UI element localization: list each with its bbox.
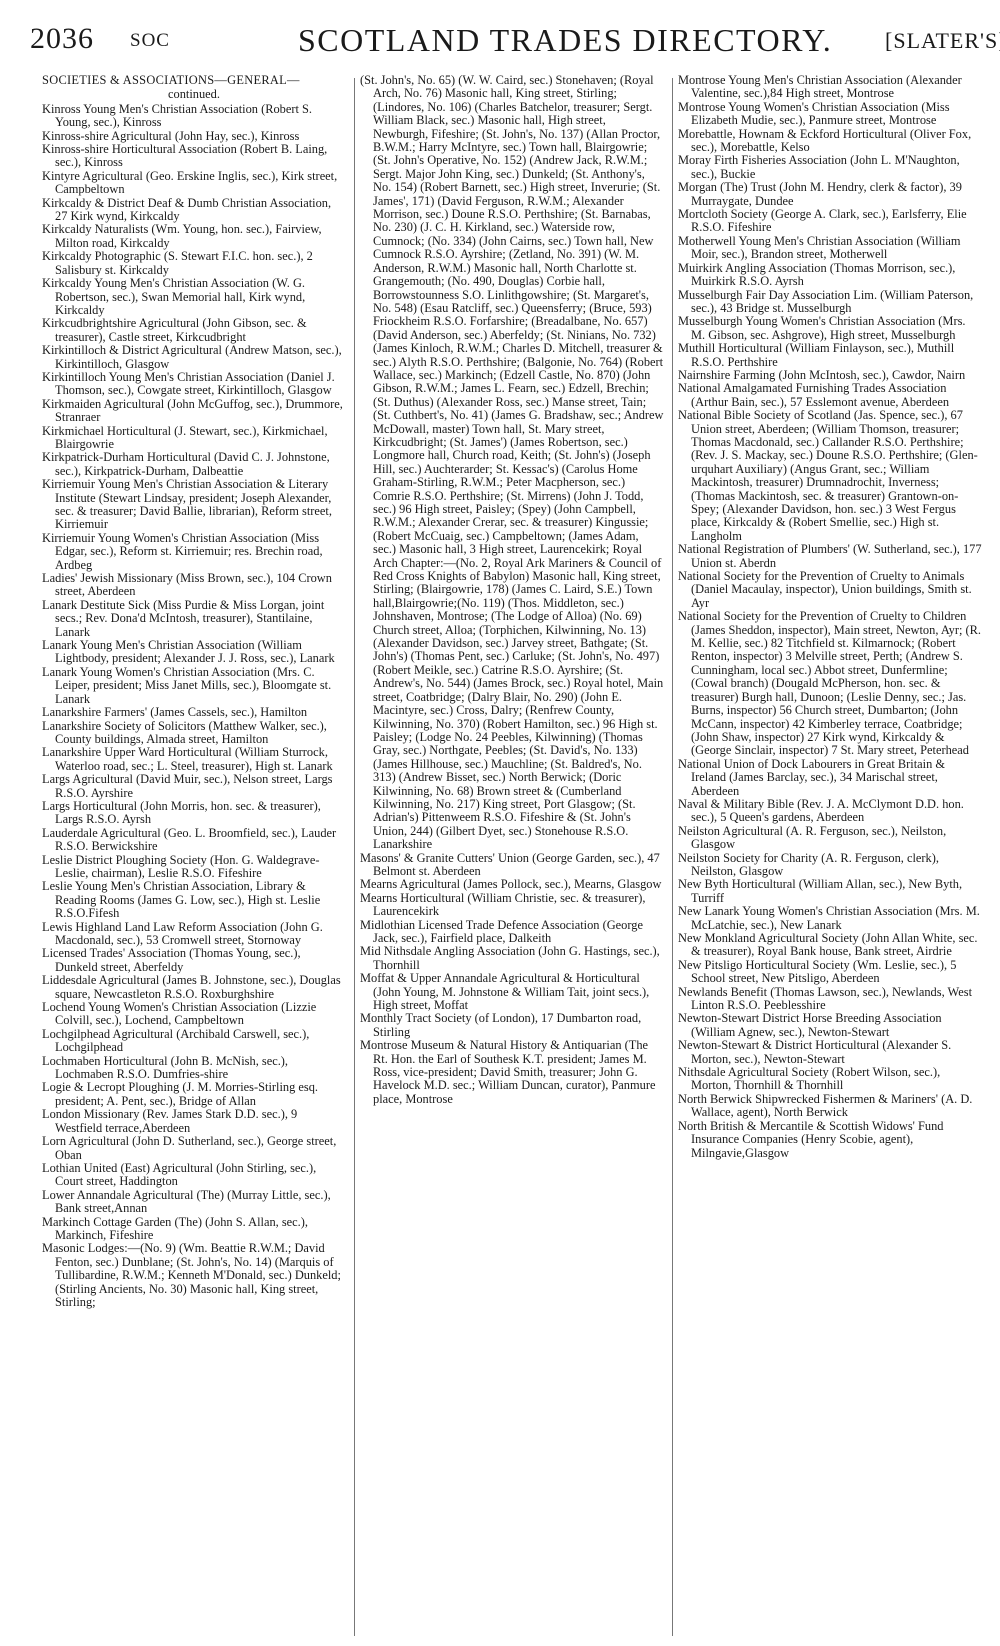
directory-entry: Liddesdale Agricultural (James B. Johnstone, sec.), Douglas square, Newcastleton R.S.O. Roxburghshire — [42, 973, 341, 1001]
directory-entry: Neilston Agricultural (A. R. Ferguson, sec.), Neilston, Glasgow — [678, 823, 947, 852]
directory-entry: Musselburgh Young Women's Christian Association (Mrs. M. Gibson, sec. Ashgrove), High street, Musselburgh — [678, 314, 966, 342]
directory-entry-masonic-cont: (St. John's, No. 65) (W. W. Caird, sec.) Stonehaven; (Royal Arch, No. 76) Masonic hall, King street, Stirling; (Lindores, No. 106) (Charles Batchelor, treasurer; Sergt. William Black, sec.) Masonic hall, High street, Newburgh, Fifeshire; (St. John's, No. 137) (Allan Proctor, B.W.M.; Harry McIntyre, sec.) Town hall, Blairgowrie; (St. John's Operative, No. 152) (Andrew Jack, R.W.M.; Sergt. Major John King, sec.) Dunkeld; (St. Anthony's, No. 154) (Robert Barnett, sec.) High street, Inverurie; (St. James', 171) (David Ferguson, R.W.M.; Alexander Morrison, sec.) Doune R.S.O. Perthshire; (St. Barnabas, No. 230) (J. C. H. Kirkland, sec.) Waterside row, Cumnock; (No. 334) (John Cairns, sec.) Town hall, New Cumnock R.S.O. Ayrshire; (Zetland, No. 391) (W. M. Anderson, R.W.M.) Masonic hall, North Charlotte st. Grangemouth; (No. 490, Douglas) Corbie hall, Borrowstounness S.O. Linlithgowshire; (St. Margaret's, No. 548) (Esau Ratcliff, sec.) Queensferry; (Bruce, 593) Friockheim R.S.O. Forfarshire; (Breadalbane, No. 657) (David Anderson, sec.) Aberfeldy; (St. Ninians, No. 732) (James Kinloch, R.W.M.; Charles D. Mitchell, treasurer & sec.) Alyth R.S.O. Perthshire; (Balgonie, No. 764) (Robert Wallace, sec.) Markinch; (Edzell Castle, No. 870) (John Gibson, R.W.M.; James L. Fearn, sec.) Edzell, Brechin; (St. Duthus) (Alexander Ross, sec.) Manse street, Tain; (St. Cuthbert's, No. 41) (James G. Bradshaw, sec.; Andrew McDowall, master) Town hall, St. Mary street, Kirkcudbright; (St. James') (James Robertson, sec.) Longmore hall, Church road, Keith; (St. John's) (Joseph Hill, sec.) Auchterarder; St. Kessac's) (Carolus Home Graham-Stirling, R.W.M.; Peter Macpherson, sec.) Comrie R.S.O. Perthshire; (St. Mirrens) (John J. Todd, sec.) 96 High street, Paisley; (Spey) (John Campbell, R.W.M.; Alexander Crerar, sec. & treasurer) Kingussie; (Robert McCuaig, sec.) Campbeltown; (James Adam, sec.) Masonic hall, 3 High street, Laurencekirk; Royal Arch Chapter:—(No. 2, Royal Ark Mariners & Council of Red Cross Knights of Babylon) Masonic hall, King street, Stirling; (Blairgowrie, 178) (James C. Laird, S.E.) Town hall,Blairgowrie;(No. 119) (Thos. Middleton, sec.) Johnshaven, Montrose; (The Lodge of Alloa) (No. 69) Church street, Alloa; (Torphichen, Kilwinning, No. 13) (Alexander Davidson, sec.) Jarvey street, Bathgate; (St. John's) (Thomas Pent, sec.) Carluke; (St. John's, No. 497) (Robert Meikle, sec.) Catrine R.S.O. Ayrshire; (St. Andrew's, No. 544) (James Brock, sec.) Royal hotel, Main street, Coatbridge; (Dalry Blair, No. 290) (John E. Macintyre, sec.) Cross, Dalry; (Renfrew County, Kilwinning, No. 370) (Robert Hamilton, sec.) 96 High st. Paisley; (Lodge No. 24 Peebles, Kilwinning) (Thomas Gray, sec.) Northgate, Peebles; (St. David's, No. 133) (James Hillhouse, sec.) Mauchline; (St. Baldred's, No. 313) (Andrew Bisset, sec.) North Berwick; (Doric Kilwinning, No. 68) Brown street & (Cumberland Kilwinning, No. 217) King street, Port Glasgow; (St. Adrian's) Pittenweem R.S.O. Fifeshire & (St. John's Union, 244) (Gilbert Dyet, sec.) Stonehouse R.S.O. Lanarkshire — [360, 74, 664, 852]
section-heading: SOC — [130, 30, 170, 51]
directory-entry: New Lanark Young Women's Christian Association (Mrs. M. McLatchie, sec.), New Lanark — [678, 904, 980, 932]
directory-entry: National Union of Dock Labourers in Great Britain & Ireland (James Barclay, sec.), 34 Marischal street, Aberdeen — [678, 756, 946, 798]
directory-entry: Kirriemuir Young Men's Christian Association & Literary Institute (Stewart Lindsay, president; Joseph Alexander, sec. & treasurer; David Ballie, librarian), Reform street, Kirriemuir — [42, 477, 332, 532]
directory-entry: Morgan (The) Trust (John M. Hendry, clerk & factor), 39 Murraygate, Dundee — [678, 180, 962, 208]
directory-entry: Lorn Agricultural (John D. Sutherland, sec.), George street, Oban — [42, 1134, 337, 1162]
directory-entry: Mortcloth Society (George A. Clark, sec.), Earlsferry, Elie R.S.O. Fifeshire — [678, 207, 967, 235]
directory-entry: Moffat & Upper Annandale Agricultural & Horticultural (John Young, M. Johnstone & William Tait, joint secs.), High street, Moffat — [360, 971, 650, 1013]
directory-entry: Lanarkshire Society of Solicitors (Matthew Walker, sec.), County buildings, Almada street, Hamilton — [42, 718, 327, 746]
directory-entry: Kirkcaldy Young Men's Christian Association (W. G. Robertson, sec.), Swan Memorial hall, Kirk wynd, Kirkcaldy — [42, 276, 306, 317]
directory-entry: Kirkmichael Horticultural (J. Stewart, sec.), Kirkmichael, Blairgowrie — [42, 423, 328, 451]
directory-entry: Largs Agricultural (David Muir, sec.), Nelson street, Largs R.S.O. Ayrshire — [42, 772, 333, 800]
directory-entry: Montrose Young Men's Christian Association (Alexander Valentine, sec.),84 High street, Montrose — [678, 74, 962, 101]
directory-entry: Kirkcaldy & District Deaf & Dumb Christian Association, 27 Kirk wynd, Kirkcaldy — [42, 195, 332, 224]
directory-entry: New Pitsligo Horticultural Society (Wm. Leslie, sec.), 5 School street, New Pitsligo, Aberdeen — [678, 957, 957, 986]
directory-entry: Nithsdale Agricultural Society (Robert Wilson, sec.), Morton, Thornhill & Thornhill — [678, 1065, 941, 1093]
directory-entry: Largs Horticultural (John Morris, hon. sec. & treasurer), Largs R.S.O. Ayrsh — [42, 798, 321, 827]
directory-entry: Naval & Military Bible (Rev. J. A. McClymont D.D. hon. sec.), 5 Queen's gardens, Aberdeen — [678, 796, 964, 825]
column-middle — [360, 74, 664, 1640]
directory-entry: Leslie District Ploughing Society (Hon. G. Waldegrave-Leslie, chairman), Leslie R.S.O. Fifeshire — [42, 852, 320, 880]
directory-entry: Montrose Young Women's Christian Association (Miss Elizabeth Mudie, sec.), Panmure street, Montrose — [678, 99, 950, 128]
directory-entry: Lochmaben Horticultural (John B. McNish, sec.), Lochmaben R.S.O. Dumfries-shire — [42, 1053, 289, 1082]
directory-entry: North Berwick Shipwrecked Fishermen & Mariners' (A. D. Wallace, agent), North Berwick — [678, 1091, 973, 1120]
category-continued: continued. — [168, 87, 220, 102]
directory-entry: Leslie Young Men's Christian Association, Library & Reading Rooms (James G. Low, sec.), High st. Leslie R.S.O.Fifesh — [42, 879, 321, 921]
directory-entry: Mearns Horticultural (William Christie, sec. & treasurer), Laurencekirk — [360, 890, 646, 919]
category-heading: SOCIETIES & ASSOCIATIONS—GENERAL— — [42, 74, 300, 87]
directory-entry: Lochgilphead Agricultural (Archibald Carswell, sec.), Lochgilphead — [42, 1026, 310, 1055]
directory-entry: Newton-Stewart District Horse Breeding Association (William Agnew, sec.), Newton-Stewart — [678, 1011, 942, 1039]
directory-entry: Lanark Destitute Sick (Miss Purdie & Miss Lorgan, joint secs.; Rev. Dona'd McIntosh, treasurer), Stantilaine, Lanark — [42, 597, 325, 639]
directory-entry: Muirkirk Angling Association (Thomas Morrison, sec.), Muirkirk R.S.O. Ayrsh — [678, 260, 956, 289]
directory-entry: Markinch Cottage Garden (The) (John S. Allan, sec.), Markinch, Fifeshire — [42, 1214, 308, 1242]
directory-entry: Lanarkshire Upper Ward Horticultural (William Sturrock, Waterloo road, sec.; L. Steel, treasurer), High st. Lanark — [42, 745, 333, 773]
directory-entry: Kirkcudbrightshire Agricultural (John Gibson, sec. & treasurer), Castle street, Kirkcudbright — [42, 316, 307, 344]
column-right — [678, 74, 982, 1640]
directory-entry: Kirkcaldy Naturalists (Wm. Young, hon. sec.), Fairview, Milton road, Kirkcaldy — [42, 222, 322, 250]
directory-entry: Kinross Young Men's Christian Association (Robert S. Young, sec.), Kinross — [42, 101, 313, 130]
directory-entry: National Amalgamated Furnishing Trades Association (Arthur Bain, sec.), 57 Esslemont avenue, Aberdeen — [678, 381, 950, 409]
directory-entry: Kirkintilloch Young Men's Christian Association (Daniel J. Thomson, sec.), Cowgate street, Kirkintilloch, Glasgow — [42, 369, 335, 398]
directory-entry: Newlands Benefit (Thomas Lawson, sec.), Newlands, West Linton R.S.O. Peeblesshire — [678, 984, 973, 1013]
directory-entry: Midlothian Licensed Trade Defence Association (George Jack, sec.), Fairfield place, Dalkeith — [360, 917, 643, 945]
directory-entry: Musselburgh Fair Day Association Lim. (William Paterson, sec.), 43 Bridge st. Musselburgh — [678, 287, 974, 315]
directory-entry: National Society for the Prevention of Cruelty to Children (James Sheddon, inspector), Main street, Newton, Ayr; (R. M. Kellie, sec.) 82 Titchfield st. Kilmarnock; (Robert Renton, inspector) 3 Melville street, Perth; (Andrew S. Cunningham, local sec.) Abbot street, Dunfermline; (Cowal branch) (Dougald McPherson, hon. sec. & treasurer) Burgh hall, Dunoon; (Leslie Denny, sec.; Jas. Burns, inspector) 56 Church street, Dumbarton; (John McCann, inspector) 42 Kimberley terrace, Coatbridge; (John Shaw, inspector) 27 Kirk wynd, Kirkcaldy & (George Sinclair, inspector) 7 St. Mary street, Peterhead — [678, 609, 981, 758]
directory-entry: Newton-Stewart & District Horticultural (Alexander S. Morton, sec.), Newton-Stewart — [678, 1038, 952, 1066]
directory-entry: Mearns Agricultural (James Pollock, sec.), Mearns, Glasgow — [360, 877, 662, 892]
directory-entry: Lanark Young Men's Christian Association (William Lightbody, president; Alexander J. J. Ross, sec.), Lanark — [42, 638, 335, 666]
directory-entry: Licensed Trades' Association (Thomas Young, sec.), Dunkeld street, Aberfeldy — [42, 946, 301, 974]
directory-entry: Mid Nithsdale Angling Association (John G. Hastings, sec.), Thornhill — [360, 944, 660, 972]
directory-entry: Masonic Lodges:—(No. 9) (Wm. Beattie R.W.M.; David Fenton, sec.) Dunblane; (St. John's, No. 14) (Marquis of Tullibardine, R.W.M.; Kenneth M'Donald, sec.) Dunkeld; (Stirling Ancients, No. 30) Masonic hall, King street, Stirling; — [42, 1241, 341, 1309]
directory-entry: Kinross-shire Horticultural Association (Robert B. Laing, sec.), Kinross — [42, 142, 328, 170]
directory-entry: National Bible Society of Scotland (Jas. Spence, sec.), 67 Union street, Aberdeen; (William Thomson, treasurer; Thomas Macdonald, sec.) Callander R.S.O. Perthshire; (Rev. J. S. Mackay, sec.) Doune R.S.O. Perthshire; (Glen-urquhart Auxiliary) (Angus Grant, sec.; William Mackintosh, treasurer) Drumnadrochit, Inverness; (Thomas Mackintosh, sec. & treasurer) Grantown-on-Spey; (Alexander Davidson, hon. sec.) 3 West Fergus place, Kirkcaldy & (Robert Smellie, sec.) High st. Langholm — [678, 408, 978, 543]
directory-columns — [42, 74, 992, 1640]
directory-entry: Montrose Museum & Natural History & Antiquarian (The Rt. Hon. the Earl of Southesk K.T. president; James M. Ross, vice-president; David Smith, treasurer; John G. Havelock M.D. sec.; William Duncan, curator), Panmure place, Montrose — [360, 1038, 656, 1106]
directory-entry: National Registration of Plumbers' (W. Sutherland, sec.), 177 Union st. Aberdn — [678, 542, 982, 570]
directory-entry: Morebattle, Hownam & Eckford Horticultural (Oliver Fox, sec.), Morebattle, Kelso — [678, 126, 972, 155]
directory-entry: Lanarkshire Farmers' (James Cassels, sec.), Hamilton — [42, 705, 308, 720]
directory-entry: Kintyre Agricultural (Geo. Erskine Inglis, sec.), Kirk street, Campbeltown — [42, 168, 338, 197]
directory-entry: London Missionary (Rev. James Stark D.D. sec.), 9 Westfield terrace,Aberdeen — [42, 1107, 298, 1135]
directory-entry: Monthly Tract Society (of London), 17 Dumbarton road, Stirling — [360, 1011, 642, 1039]
directory-entry: New Byth Horticultural (William Allan, sec.), New Byth, Turriff — [678, 877, 963, 905]
directory-entry: Kirkintilloch & District Agricultural (Andrew Matson, sec.), Kirkintilloch, Glasgow — [42, 343, 342, 371]
directory-entry: Masons' & Granite Cutters' Union (George Garden, sec.), 47 Belmont st. Aberdeen — [360, 850, 660, 878]
directory-entry: Kirkmaiden Agricultural (John McGuffog, sec.), Drummore, Stranraer — [42, 396, 343, 425]
directory-entry: Neilston Society for Charity (A. R. Ferguson, clerk), Neilston, Glasgow — [678, 850, 939, 878]
directory-entry: Lanark Young Women's Christian Association (Mrs. C. Leiper, president; Miss Janet Mills, sec.), Bloomgate st. Lanark — [42, 664, 332, 706]
directory-entry: Logie & Lecropt Ploughing (J. M. Morries-Stirling esq. president; A. Pent, sec.), Bridge of Allan — [42, 1080, 319, 1108]
column-divider — [354, 78, 355, 1636]
directory-entry: Nairnshire Farming (John McIntosh, sec.), Cawdor, Nairn — [678, 367, 966, 382]
page-number: 2036 — [30, 22, 94, 55]
directory-entry: Motherwell Young Men's Christian Association (William Moir, sec.), Brandon street, Motherwell — [678, 233, 961, 262]
directory-entry: Kirriemuir Young Women's Christian Association (Miss Edgar, sec.), Reform st. Kirriemuir; res. Brechin road, Ardbeg — [42, 530, 323, 572]
column-left — [42, 74, 346, 1640]
column-divider — [672, 78, 673, 1636]
directory-entry: Lothian United (East) Agricultural (John Stirling, sec.), Court street, Haddington — [42, 1160, 317, 1189]
directory-entry: Kirkcaldy Photographic (S. Stewart F.I.C. hon. sec.), 2 Salisbury st. Kirkcaldy — [42, 249, 313, 277]
directory-entry: Ladies' Jewish Missionary (Miss Brown, sec.), 104 Crown street, Aberdeen — [42, 571, 332, 599]
directory-entry: New Monkland Agricultural Society (John Allan White, sec. & treasurer), Royal Bank house, Bank street, Airdrie — [678, 931, 978, 959]
directory-entry: Lauderdale Agricultural (Geo. L. Broomfield, sec.), Lauder R.S.O. Berwickshire — [42, 825, 337, 854]
directory-entry: North British & Mercantile & Scottish Widows' Fund Insurance Companies (Henry Scobie, agent), Milngavie,Glasgow — [678, 1118, 944, 1160]
directory-entry: Lewis Highland Land Law Reform Association (John G. Macdonald, sec.), 53 Cromwell street, Stornoway — [42, 919, 323, 947]
page-title: SCOTLAND TRADES DIRECTORY. — [298, 22, 833, 58]
directory-entry: Moray Firth Fisheries Association (John L. M'Naughton, sec.), Buckie — [678, 153, 960, 181]
directory-entry: Kinross-shire Agricultural (John Hay, sec.), Kinross — [42, 128, 300, 143]
directory-entry: Lochend Young Women's Christian Association (Lizzie Colvill, sec.), Lochend, Campbeltown — [42, 1000, 317, 1028]
directory-entry: Kirkpatrick-Durham Horticultural (David C. J. Johnstone, sec.), Kirkpatrick-Durham, Dalbeattie — [42, 450, 330, 478]
page-header — [0, 0, 1000, 62]
directory-entry: National Society for the Prevention of Cruelty to Animals (Daniel Macaulay, inspector), Union buildings, Smith st. Ayr — [678, 569, 972, 610]
directory-entry: Lower Annandale Agricultural (The) (Murray Little, sec.), Bank street,Annan — [42, 1187, 331, 1216]
publisher-mark: [ SLATER'S ] — [885, 28, 1000, 54]
directory-entry: Muthill Horticultural (William Finlayson, sec.), Muthill R.S.O. Perthshire — [678, 341, 955, 369]
